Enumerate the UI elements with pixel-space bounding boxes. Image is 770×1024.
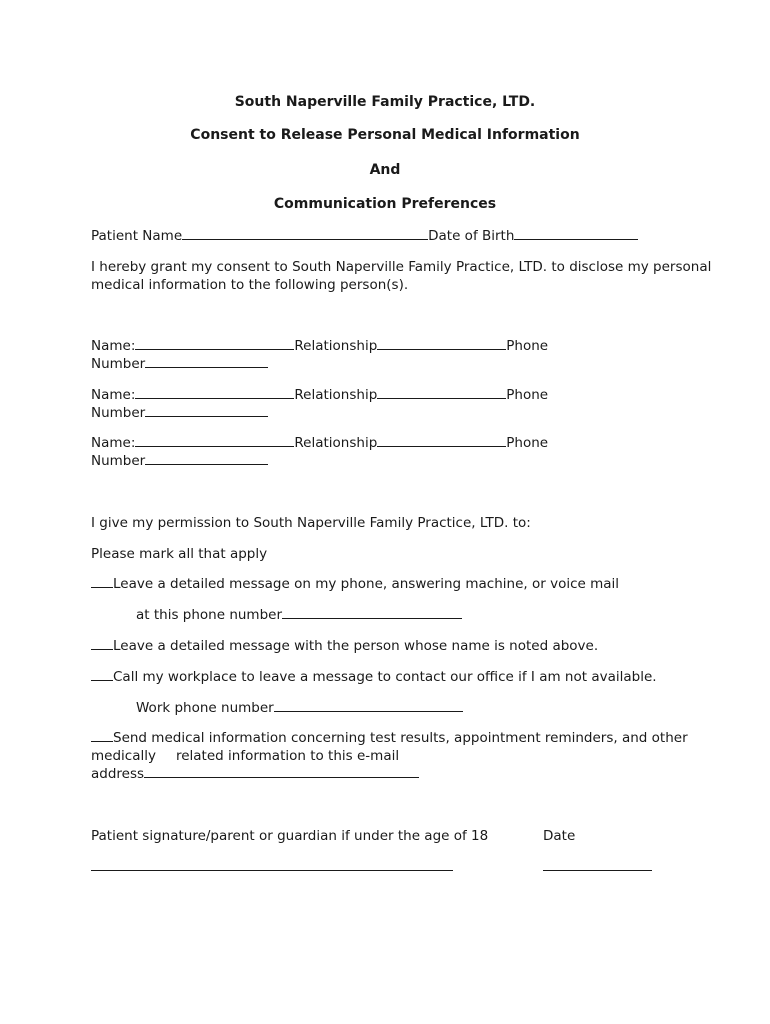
relationship-label: Relationship (294, 338, 378, 354)
phone-number-input[interactable] (282, 606, 462, 619)
signature-field[interactable] (91, 870, 453, 871)
person-name-label: Name: (91, 338, 136, 354)
option-email-label-line-2b: related information to this e-mail (175, 748, 400, 764)
date-label: Date (543, 828, 576, 844)
phone-number-field[interactable] (145, 404, 268, 417)
phone-number-label: at this phone number (136, 607, 283, 623)
form-subtitle: Communication Preferences (273, 196, 497, 212)
person-1-number-row (91, 355, 268, 373)
work-phone-input[interactable] (274, 699, 463, 712)
person-name-field[interactable] (135, 434, 294, 447)
date-field[interactable] (543, 870, 652, 871)
person-name-field[interactable] (135, 337, 294, 350)
person-2-number-row (91, 404, 268, 422)
work-phone-row (136, 699, 463, 717)
person-name-label: Name: (91, 435, 136, 451)
email-address-label: address (91, 766, 145, 782)
relationship-label: Relationship (294, 435, 378, 451)
option-detailed-person-label: Leave a detailed message with the person whose name is noted above. (113, 638, 599, 654)
phone-label: Phone (506, 387, 549, 403)
number-label: Number (91, 356, 146, 372)
person-3-number-row (91, 452, 268, 470)
option-workplace-checkline[interactable] (91, 668, 113, 681)
option-email-label-line-1: Send medical information concerning test results, appointment reminders, and other (113, 730, 688, 746)
phone-label: Phone (506, 435, 549, 451)
permission-intro: I give my permission to South Naperville Family Practice, LTD. to: (91, 515, 531, 531)
relationship-label: Relationship (294, 387, 378, 403)
option-detailed-phone-row (91, 575, 619, 593)
dob-label: Date of Birth (428, 228, 515, 244)
option-workplace-label: Call my workplace to leave a message to contact our office if I am not available. (113, 669, 657, 685)
patient-info-row (91, 227, 638, 245)
signature-label: Patient signature/parent or guardian if under the age of 18 (91, 828, 489, 844)
permission-instruction: Please mark all that apply (91, 546, 268, 562)
form-title: Consent to Release Personal Medical Information (190, 127, 580, 143)
relationship-field[interactable] (377, 337, 506, 350)
option-phone-number-row (136, 606, 462, 624)
form-title-and: And (369, 162, 401, 178)
option-email-row (91, 729, 688, 747)
relationship-field[interactable] (377, 386, 506, 399)
phone-number-field[interactable] (145, 452, 268, 465)
person-name-field[interactable] (135, 386, 294, 399)
person-1-row (91, 337, 548, 355)
phone-label: Phone (506, 338, 549, 354)
consent-text-line-1: I hereby grant my consent to South Naperville Family Practice, LTD. to disclose my personal (91, 259, 712, 275)
email-address-input[interactable] (144, 765, 419, 778)
option-detailed-phone-checkline[interactable] (91, 575, 113, 588)
work-phone-label: Work phone number (136, 700, 274, 716)
patient-name-label: Patient Name (91, 228, 183, 244)
person-3-row (91, 434, 548, 452)
number-label: Number (91, 453, 146, 469)
option-detailed-phone-label: Leave a detailed message on my phone, answering machine, or voice mail (113, 576, 620, 592)
option-detailed-person-row (91, 637, 598, 655)
option-email-checkline[interactable] (91, 729, 113, 742)
practice-name: South Naperville Family Practice, LTD. (234, 94, 536, 110)
option-workplace-row (91, 668, 657, 686)
option-detailed-person-checkline[interactable] (91, 637, 113, 650)
person-2-row (91, 386, 548, 404)
dob-field[interactable] (514, 227, 638, 240)
option-email-label-line-2a: medically (91, 748, 156, 764)
option-email-line-2 (91, 747, 399, 765)
person-name-label: Name: (91, 387, 136, 403)
patient-name-field[interactable] (182, 227, 428, 240)
relationship-field[interactable] (377, 434, 506, 447)
number-label: Number (91, 405, 146, 421)
consent-text-line-2: medical information to the following person(s). (91, 277, 409, 293)
email-address-row (91, 765, 419, 783)
phone-number-field[interactable] (145, 355, 268, 368)
